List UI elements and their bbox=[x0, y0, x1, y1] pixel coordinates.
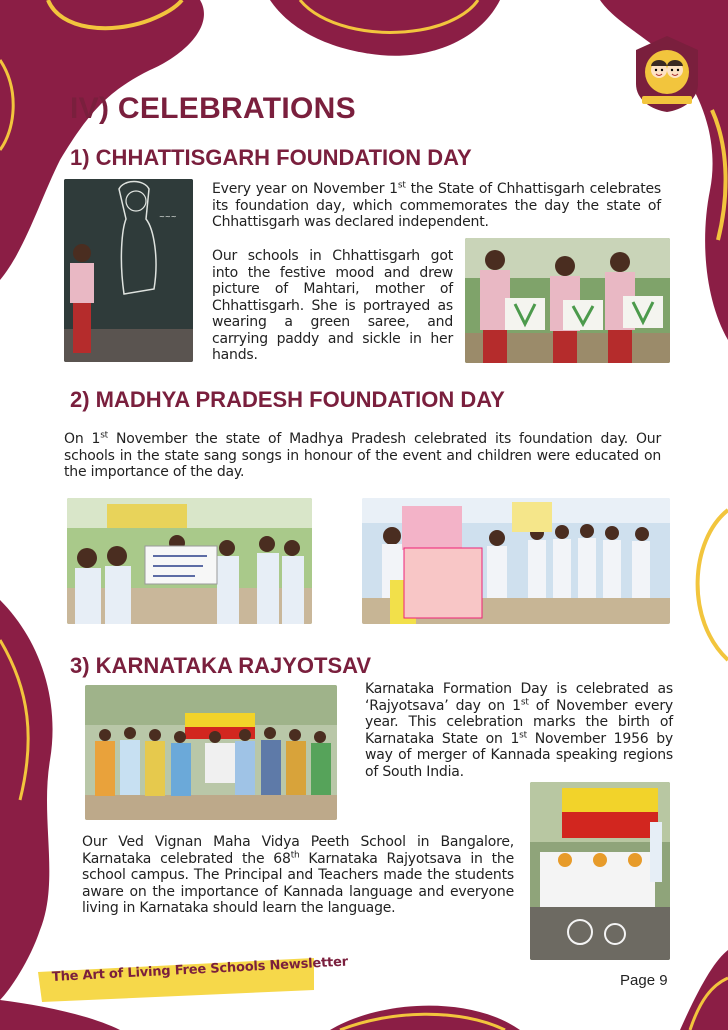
art-of-living-logo-icon bbox=[632, 34, 702, 114]
madhya-pradesh-paragraph: On 1st November the state of Madhya Pradesh celebrated its foundation day. Our schools in the state sang songs in honour of the event and children were educated on the importance of the day. bbox=[64, 430, 661, 480]
chhattisgarh-paragraph-2: Our schools in Chhattisgarh got into the festive mood and drew picture of Mahtari, mother of Chhattisgarh. She is portrayed as wearing a green saree, and carrying paddy and sickle in her hands. bbox=[212, 248, 453, 363]
photo-karnataka-flag-stage bbox=[530, 782, 670, 960]
karnataka-paragraph-1: Karnataka Formation Day is celebrated as ‘Rajyotsava’ day on 1st of November every year. This celebration marks the birth of Karnataka State on 1st November 1956 by way of merger of Kannada speaking regions of South India. bbox=[365, 681, 673, 780]
svg-text:~~~: ~~~ bbox=[159, 213, 177, 221]
photo-students-with-placard bbox=[67, 498, 312, 624]
section-heading-chhattisgarh: 1) CHHATTISGARH FOUNDATION DAY bbox=[70, 145, 472, 170]
page-title: IV) CELEBRATIONS bbox=[70, 92, 356, 125]
chhattisgarh-paragraph-1: Every year on November 1st the State of Chhattisgarh celebrates its foundation day, which commemorates the day the state of Chhattisgarh was declared independent. bbox=[212, 180, 661, 230]
photo-chalkboard-drawing bbox=[64, 179, 193, 362]
photo-students-holding-drawings bbox=[465, 238, 670, 363]
footer-newsletter-title: The Art of Living Free Schools Newsletter bbox=[51, 954, 349, 985]
page-number: Page 9 bbox=[620, 972, 668, 989]
section-heading-madhya-pradesh: 2) MADHYA PRADESH FOUNDATION DAY bbox=[70, 387, 505, 412]
photo-karnataka-group bbox=[85, 685, 337, 820]
section-heading-karnataka: 3) KARNATAKA RAJYOTSAV bbox=[70, 653, 372, 678]
karnataka-paragraph-2: Our Ved Vignan Maha Vidya Peeth School in Bangalore, Karnataka celebrated the 68th Karnataka Rajyotsava in the school campus. The Principal and Teachers made the students aware on the importance of Kannada language and everyone living in Karnataka should learn the language. bbox=[82, 834, 515, 916]
photo-students-with-paintings bbox=[362, 498, 670, 624]
